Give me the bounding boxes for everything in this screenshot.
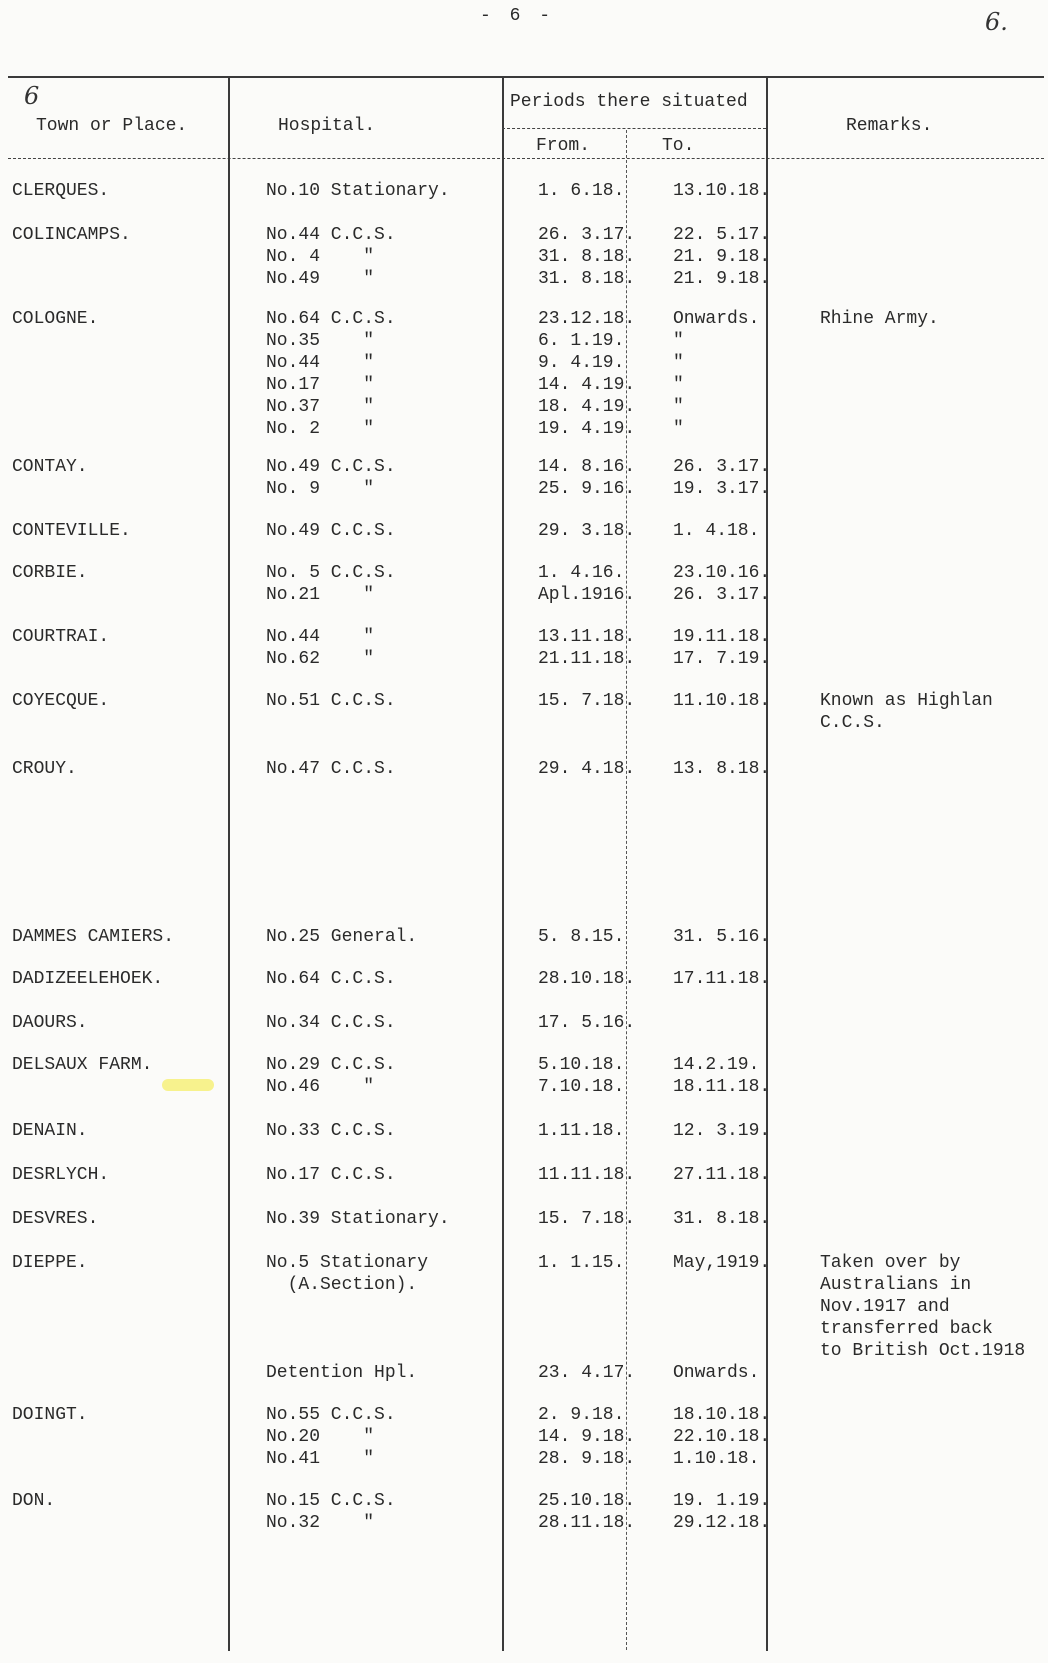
hospital-value: No.44 " [266, 353, 375, 373]
from-cell [538, 1164, 635, 1186]
from-cell [538, 520, 635, 542]
from-value: 29. 4.18. [538, 759, 636, 779]
to-cell [673, 926, 770, 948]
header-periods: Periods there situated [510, 92, 748, 112]
from-value: 21.11.18. [538, 649, 636, 669]
to-cell [673, 562, 770, 606]
hospital-cell [266, 1012, 396, 1034]
to-cell [673, 308, 759, 440]
to-value: " [673, 353, 684, 373]
town-cell: DESRLYCH. [12, 1165, 110, 1185]
from-value: 14. 8.16. [538, 457, 636, 477]
from-value: 5.10.18. [538, 1055, 625, 1075]
to-value: 22.10.18. [673, 1427, 771, 1447]
from-cell [538, 456, 635, 500]
remarks-line: Known as Highlan [820, 691, 993, 711]
from-value: 26. 3.17. [538, 225, 636, 245]
from-cell [538, 1404, 635, 1470]
town-cell: CONTAY. [12, 457, 88, 477]
to-value: 14.2.19. [673, 1055, 760, 1075]
from-value: 6. 1.19. [538, 331, 625, 351]
from-value: 14. 9.18. [538, 1427, 636, 1447]
to-value: 31. 5.16. [673, 927, 771, 947]
hospital-cell [266, 1164, 396, 1186]
hospital-value: No.41 " [266, 1449, 375, 1469]
header-from: From. [536, 136, 591, 156]
to-cell [673, 180, 770, 202]
to-value: 22. 5.17. [673, 225, 771, 245]
from-value: 7.10.18. [538, 1077, 625, 1097]
town-cell: DENAIN. [12, 1121, 88, 1141]
to-value: 29.12.18. [673, 1513, 771, 1533]
from-value: 9. 4.19. [538, 353, 625, 373]
from-cell [538, 926, 624, 948]
remarks-cell [820, 690, 993, 734]
hospital-cell [266, 1252, 428, 1296]
from-value: 28.10.18. [538, 969, 636, 989]
remarks-line: Nov.1917 and [820, 1297, 950, 1317]
to-cell [673, 968, 770, 990]
to-value: " [673, 375, 684, 395]
from-value: 23.12.18. [538, 309, 636, 329]
to-value: 19.11.18. [673, 627, 771, 647]
to-value: 21. 9.18. [673, 269, 771, 289]
to-value: 27.11.18. [673, 1165, 771, 1185]
to-value: 1.10.18. [673, 1449, 760, 1469]
from-value: 5. 8.15. [538, 927, 625, 947]
hospital-value: No. 2 " [266, 419, 375, 439]
hospital-cell [266, 562, 396, 606]
town-cell: DAMMES CAMIERS. [12, 927, 175, 947]
town-cell: COLOGNE. [12, 309, 99, 329]
from-value: Apl.1916. [538, 585, 636, 605]
remarks-line: to British Oct.1918 [820, 1341, 1026, 1361]
to-value: 13.10.18. [673, 181, 771, 201]
hospital-cell [266, 180, 450, 202]
to-value: May,1919. [673, 1253, 771, 1273]
to-value: Onwards. [673, 309, 760, 329]
from-value: 31. 8.18. [538, 269, 636, 289]
hospital-value: No.49 C.C.S. [266, 521, 396, 541]
to-value [673, 1274, 770, 1296]
to-cell [673, 690, 770, 712]
hospital-cell [266, 224, 396, 290]
page-number: - 6 - [480, 6, 555, 26]
hospital-value: No.55 C.C.S. [266, 1405, 396, 1425]
hospital-value: No.34 C.C.S. [266, 1013, 396, 1033]
header-bottom-rule [8, 158, 1044, 159]
from-cell [538, 1012, 635, 1034]
hospital-value: No.17 " [266, 375, 375, 395]
town-cell: DESVRES. [12, 1209, 99, 1229]
from-value: 25.10.18. [538, 1491, 636, 1511]
margin-handwritten-mark: 6 [24, 82, 40, 110]
to-value: 26. 3.17. [673, 585, 771, 605]
hospital-value: (A.Section). [266, 1275, 418, 1295]
hospital-cell [266, 690, 396, 712]
hospital-cell [266, 758, 396, 780]
hospital-cell [266, 626, 374, 670]
to-value: 23.10.16. [673, 563, 771, 583]
town-cell: DADIZEELEHOEK. [12, 969, 164, 989]
to-value: 1. 4.18. [673, 521, 760, 541]
hospital-cell [266, 968, 396, 990]
from-cell [538, 626, 635, 670]
from-cell [538, 1120, 624, 1142]
to-cell [673, 1404, 770, 1470]
town-cell: COURTRAI. [12, 627, 110, 647]
hospital-value: No. 4 " [266, 247, 375, 267]
to-cell [673, 1054, 770, 1098]
hospital-value: No.33 C.C.S. [266, 1121, 396, 1141]
to-value: 31. 8.18. [673, 1209, 771, 1229]
from-value: 23. 4.17. [538, 1363, 636, 1383]
to-value: 19. 1.19. [673, 1491, 771, 1511]
from-value: 1.11.18. [538, 1121, 625, 1141]
to-cell [673, 758, 770, 780]
hospital-cell [266, 456, 396, 500]
to-value: 17. 7.19. [673, 649, 771, 669]
from-cell [538, 180, 624, 202]
town-cell: CLERQUES. [12, 181, 110, 201]
from-value: 15. 7.18. [538, 1209, 636, 1229]
hospital-value: No.21 " [266, 585, 375, 605]
to-value: 13. 8.18. [673, 759, 771, 779]
hospital-value: No.35 " [266, 331, 375, 351]
from-value: 19. 4.19. [538, 419, 636, 439]
corner-page-mark: 6. [985, 8, 1008, 36]
to-value: 12. 3.19. [673, 1121, 771, 1141]
to-value: " [673, 397, 684, 417]
hospital-value: No.49 C.C.S. [266, 457, 396, 477]
town-cell: DOINGT. [12, 1405, 88, 1425]
from-value: 28.11.18. [538, 1513, 636, 1533]
to-cell [673, 626, 770, 670]
town-cell: DAOURS. [12, 1013, 88, 1033]
hospital-value: No.29 C.C.S. [266, 1055, 396, 1075]
town-cell: DELSAUX FARM. [12, 1055, 153, 1075]
hospital-value: No.37 " [266, 397, 375, 417]
from-cell [538, 1490, 635, 1534]
to-cell [673, 520, 759, 542]
from-value: 17. 5.16. [538, 1013, 636, 1033]
from-cell [538, 1252, 624, 1296]
hospital-cell [266, 926, 417, 948]
hospital-cell [266, 1362, 417, 1384]
hospital-value: No.15 C.C.S. [266, 1491, 396, 1511]
hospital-cell [266, 1490, 396, 1534]
header-hospital: Hospital. [278, 116, 376, 136]
from-value: 1. 6.18. [538, 181, 625, 201]
town-cell: CONTEVILLE. [12, 521, 131, 541]
to-cell [673, 1362, 759, 1384]
column-divider-town [228, 76, 230, 1651]
hospital-value: No.47 C.C.S. [266, 759, 396, 779]
hospital-cell [266, 1054, 396, 1098]
header-town: Town or Place. [36, 116, 188, 136]
from-cell [538, 562, 635, 606]
from-value: 11.11.18. [538, 1165, 636, 1185]
column-divider-hospital [502, 76, 504, 1651]
hospital-value: No.51 C.C.S. [266, 691, 396, 711]
hospital-value: No.20 " [266, 1427, 375, 1447]
hospital-value: No.64 C.C.S. [266, 969, 396, 989]
town-cell: DON. [12, 1491, 56, 1511]
hospital-value: No.32 " [266, 1513, 375, 1533]
remarks-cell [820, 308, 939, 330]
from-value: 15. 7.18. [538, 691, 636, 711]
to-cell [673, 1164, 770, 1186]
periods-subheader-rule [502, 128, 766, 129]
hospital-value: No.25 General. [266, 927, 418, 947]
remarks-cell [820, 1252, 1025, 1362]
hospital-value: No.44 " [266, 627, 375, 647]
town-cell: COLINCAMPS. [12, 225, 131, 245]
to-value: 11.10.18. [673, 691, 771, 711]
header-to: To. [662, 136, 695, 156]
town-cell: CORBIE. [12, 563, 88, 583]
highlighter-mark [162, 1079, 214, 1091]
table-top-rule [8, 76, 1044, 78]
from-value: 29. 3.18. [538, 521, 636, 541]
from-cell [538, 224, 635, 290]
to-value: 26. 3.17. [673, 457, 771, 477]
from-cell [538, 1208, 635, 1230]
from-value: 1. 1.15. [538, 1253, 625, 1273]
town-cell: COYECQUE. [12, 691, 110, 711]
hospital-value: No.17 C.C.S. [266, 1165, 396, 1185]
from-value: 1. 4.16. [538, 563, 625, 583]
from-cell [538, 1362, 635, 1384]
hospital-value: Detention Hpl. [266, 1363, 418, 1383]
hospital-value: No.39 Stationary. [266, 1209, 450, 1229]
to-value: " [673, 419, 684, 439]
from-value: 25. 9.16. [538, 479, 636, 499]
to-cell [673, 224, 770, 290]
hospital-value: No. 5 C.C.S. [266, 563, 396, 583]
from-cell [538, 308, 635, 440]
hospital-value: No.62 " [266, 649, 375, 669]
hospital-cell [266, 308, 396, 440]
remarks-line: Taken over by [820, 1253, 961, 1273]
to-cell [673, 1252, 770, 1296]
from-cell [538, 690, 635, 712]
to-value: 19. 3.17. [673, 479, 771, 499]
from-cell [538, 1054, 624, 1098]
remarks-line: Australians in [820, 1275, 972, 1295]
hospital-value: No.49 " [266, 269, 375, 289]
from-value: 18. 4.19. [538, 397, 636, 417]
town-cell: DIEPPE. [12, 1253, 88, 1273]
to-value: 18.11.18. [673, 1077, 771, 1097]
hospital-cell [266, 1208, 450, 1230]
hospital-cell [266, 1120, 396, 1142]
from-value: 2. 9.18. [538, 1405, 625, 1425]
hospital-cell [266, 520, 396, 542]
hospital-value: No.64 C.C.S. [266, 309, 396, 329]
from-cell [538, 968, 635, 990]
from-value [538, 1274, 624, 1296]
to-value: 18.10.18. [673, 1405, 771, 1425]
remarks-line: Rhine Army. [820, 309, 939, 329]
remarks-line: transferred back [820, 1319, 993, 1339]
from-value: 28. 9.18. [538, 1449, 636, 1469]
from-cell [538, 758, 635, 780]
to-value: 21. 9.18. [673, 247, 771, 267]
to-cell [673, 1120, 770, 1142]
from-value: 14. 4.19. [538, 375, 636, 395]
to-value: 17.11.18. [673, 969, 771, 989]
to-cell [673, 456, 770, 500]
hospital-value: No.10 Stationary. [266, 181, 450, 201]
hospital-value: No.46 " [266, 1077, 375, 1097]
to-value: " [673, 331, 684, 351]
hospital-value: No. 9 " [266, 479, 375, 499]
remarks-line: C.C.S. [820, 713, 885, 733]
town-cell: CROUY. [12, 759, 77, 779]
hospital-cell [266, 1404, 396, 1470]
hospital-value: No.44 C.C.S. [266, 225, 396, 245]
to-cell [673, 1208, 770, 1230]
from-value: 31. 8.18. [538, 247, 636, 267]
from-value: 13.11.18. [538, 627, 636, 647]
hospital-value: No.5 Stationary [266, 1253, 429, 1273]
header-remarks: Remarks. [846, 116, 933, 136]
to-value: Onwards. [673, 1363, 760, 1383]
to-cell [673, 1490, 770, 1534]
